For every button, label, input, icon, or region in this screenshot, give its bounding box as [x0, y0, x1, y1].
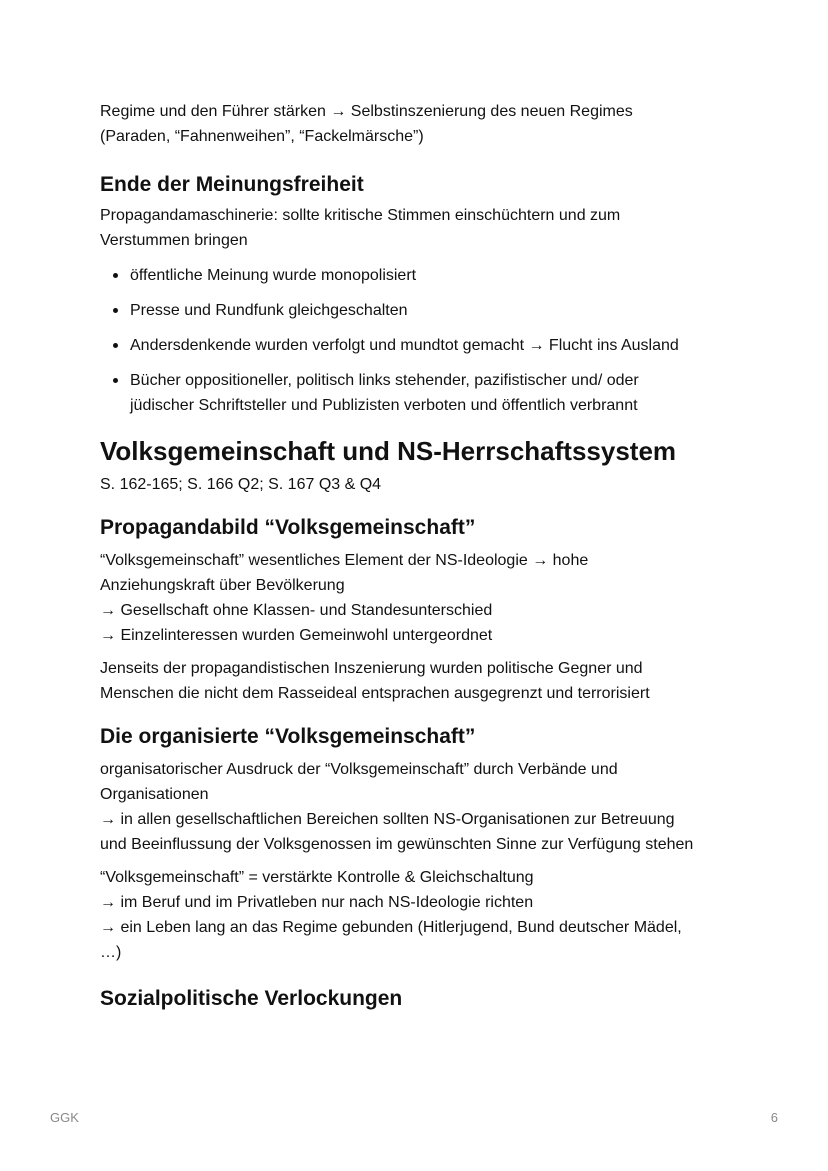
bullet-item: öffentliche Meinung wurde monopolisiert	[100, 263, 740, 288]
heading-sozialpolitische-verlockungen: Sozialpolitische Verlockungen	[100, 987, 403, 1010]
meinungsfreiheit-intro-line-1: Propagandamaschinerie: sollte kritische Stimmen einschüchtern und zum	[100, 207, 621, 224]
organisiert-line-1: organisatorischer Ausdruck der “Volksgemeinschaft” durch Verbände und	[100, 761, 618, 778]
propagandabild-paragraph	[100, 548, 740, 648]
heading-propagandabild: Propagandabild “Volksgemeinschaft”	[100, 516, 476, 539]
page-number: 6	[770, 1110, 778, 1125]
intro-line-2: (Paraden, “Fahnenweihen”, “Fackelmärsche”)	[100, 128, 424, 145]
organisiert-para2-line-3: → ein Leben lang an das Regime gebunden (Hitlerjugend, Bund deutscher Mädel,	[100, 919, 682, 936]
meinungsfreiheit-bullet-list	[100, 263, 740, 418]
bullet-item	[100, 368, 740, 418]
bullet-item-line-2: jüdischer Schriftsteller und Publizisten verboten und öffentlich verbrannt	[130, 397, 638, 414]
heading-organisierte-volksgemeinschaft: Die organisierte “Volksgemeinschaft”	[100, 725, 476, 748]
intro-line-1: Regime und den Führer stärken → Selbstinszenierung des neuen Regimes	[100, 103, 633, 120]
organisiert-line-3: → in allen gesellschaftlichen Bereichen sollten NS-Organisationen zur Betreuung	[100, 811, 675, 828]
propagandabild-line-1: “Volksgemeinschaft” wesentliches Element der NS-Ideologie → hohe	[100, 552, 589, 569]
bullet-item: Presse und Rundfunk gleichgeschalten	[100, 298, 740, 323]
propagandabild-para2-line-2: Menschen die nicht dem Rasseideal entsprachen ausgegrenzt und terrorisiert	[100, 685, 650, 702]
organisiert-line-2: Organisationen	[100, 786, 209, 803]
document-page	[100, 99, 740, 1013]
footer-label: GGK	[50, 1110, 79, 1125]
organisiert-para2-line-2: → im Beruf und im Privatleben nur nach NS-Ideologie richten	[100, 894, 534, 911]
organisiert-paragraph	[100, 757, 740, 857]
organisiert-paragraph-2	[100, 865, 740, 965]
chapter-title: Volksgemeinschaft und NS-Herrschaftssystem	[100, 436, 677, 466]
bullet-item-line-1: Bücher oppositioneller, politisch links stehender, pazifistischer und/ oder	[130, 372, 639, 389]
organisiert-para2-line-4: …)	[100, 944, 122, 961]
meinungsfreiheit-intro-line-2: Verstummen bringen	[100, 232, 248, 249]
meinungsfreiheit-intro	[100, 203, 740, 253]
bullet-item: Andersdenkende wurden verfolgt und mundtot gemacht → Flucht ins Ausland	[100, 333, 740, 358]
propagandabild-para2-line-1: Jenseits der propagandistischen Inszenierung wurden politische Gegner und	[100, 660, 643, 677]
propagandabild-line-2: Anziehungskraft über Bevölkerung	[100, 577, 345, 594]
propagandabild-line-3: → Gesellschaft ohne Klassen- und Standesunterschied	[100, 602, 493, 619]
organisiert-para2-line-1: “Volksgemeinschaft” = verstärkte Kontrolle & Gleichschaltung	[100, 869, 534, 886]
heading-ende-der-meinungsfreiheit: Ende der Meinungsfreiheit	[100, 173, 364, 196]
organisiert-line-4: und Beeinflussung der Volksgenossen im gewünschten Sinne zur Verfügung stehen	[100, 836, 694, 853]
propagandabild-line-4: → Einzelinteressen wurden Gemeinwohl untergeordnet	[100, 627, 493, 644]
chapter-reference: S. 162-165; S. 166 Q2; S. 167 Q3 & Q4	[100, 476, 382, 493]
intro-paragraph	[100, 99, 740, 149]
propagandabild-paragraph-2	[100, 656, 740, 706]
